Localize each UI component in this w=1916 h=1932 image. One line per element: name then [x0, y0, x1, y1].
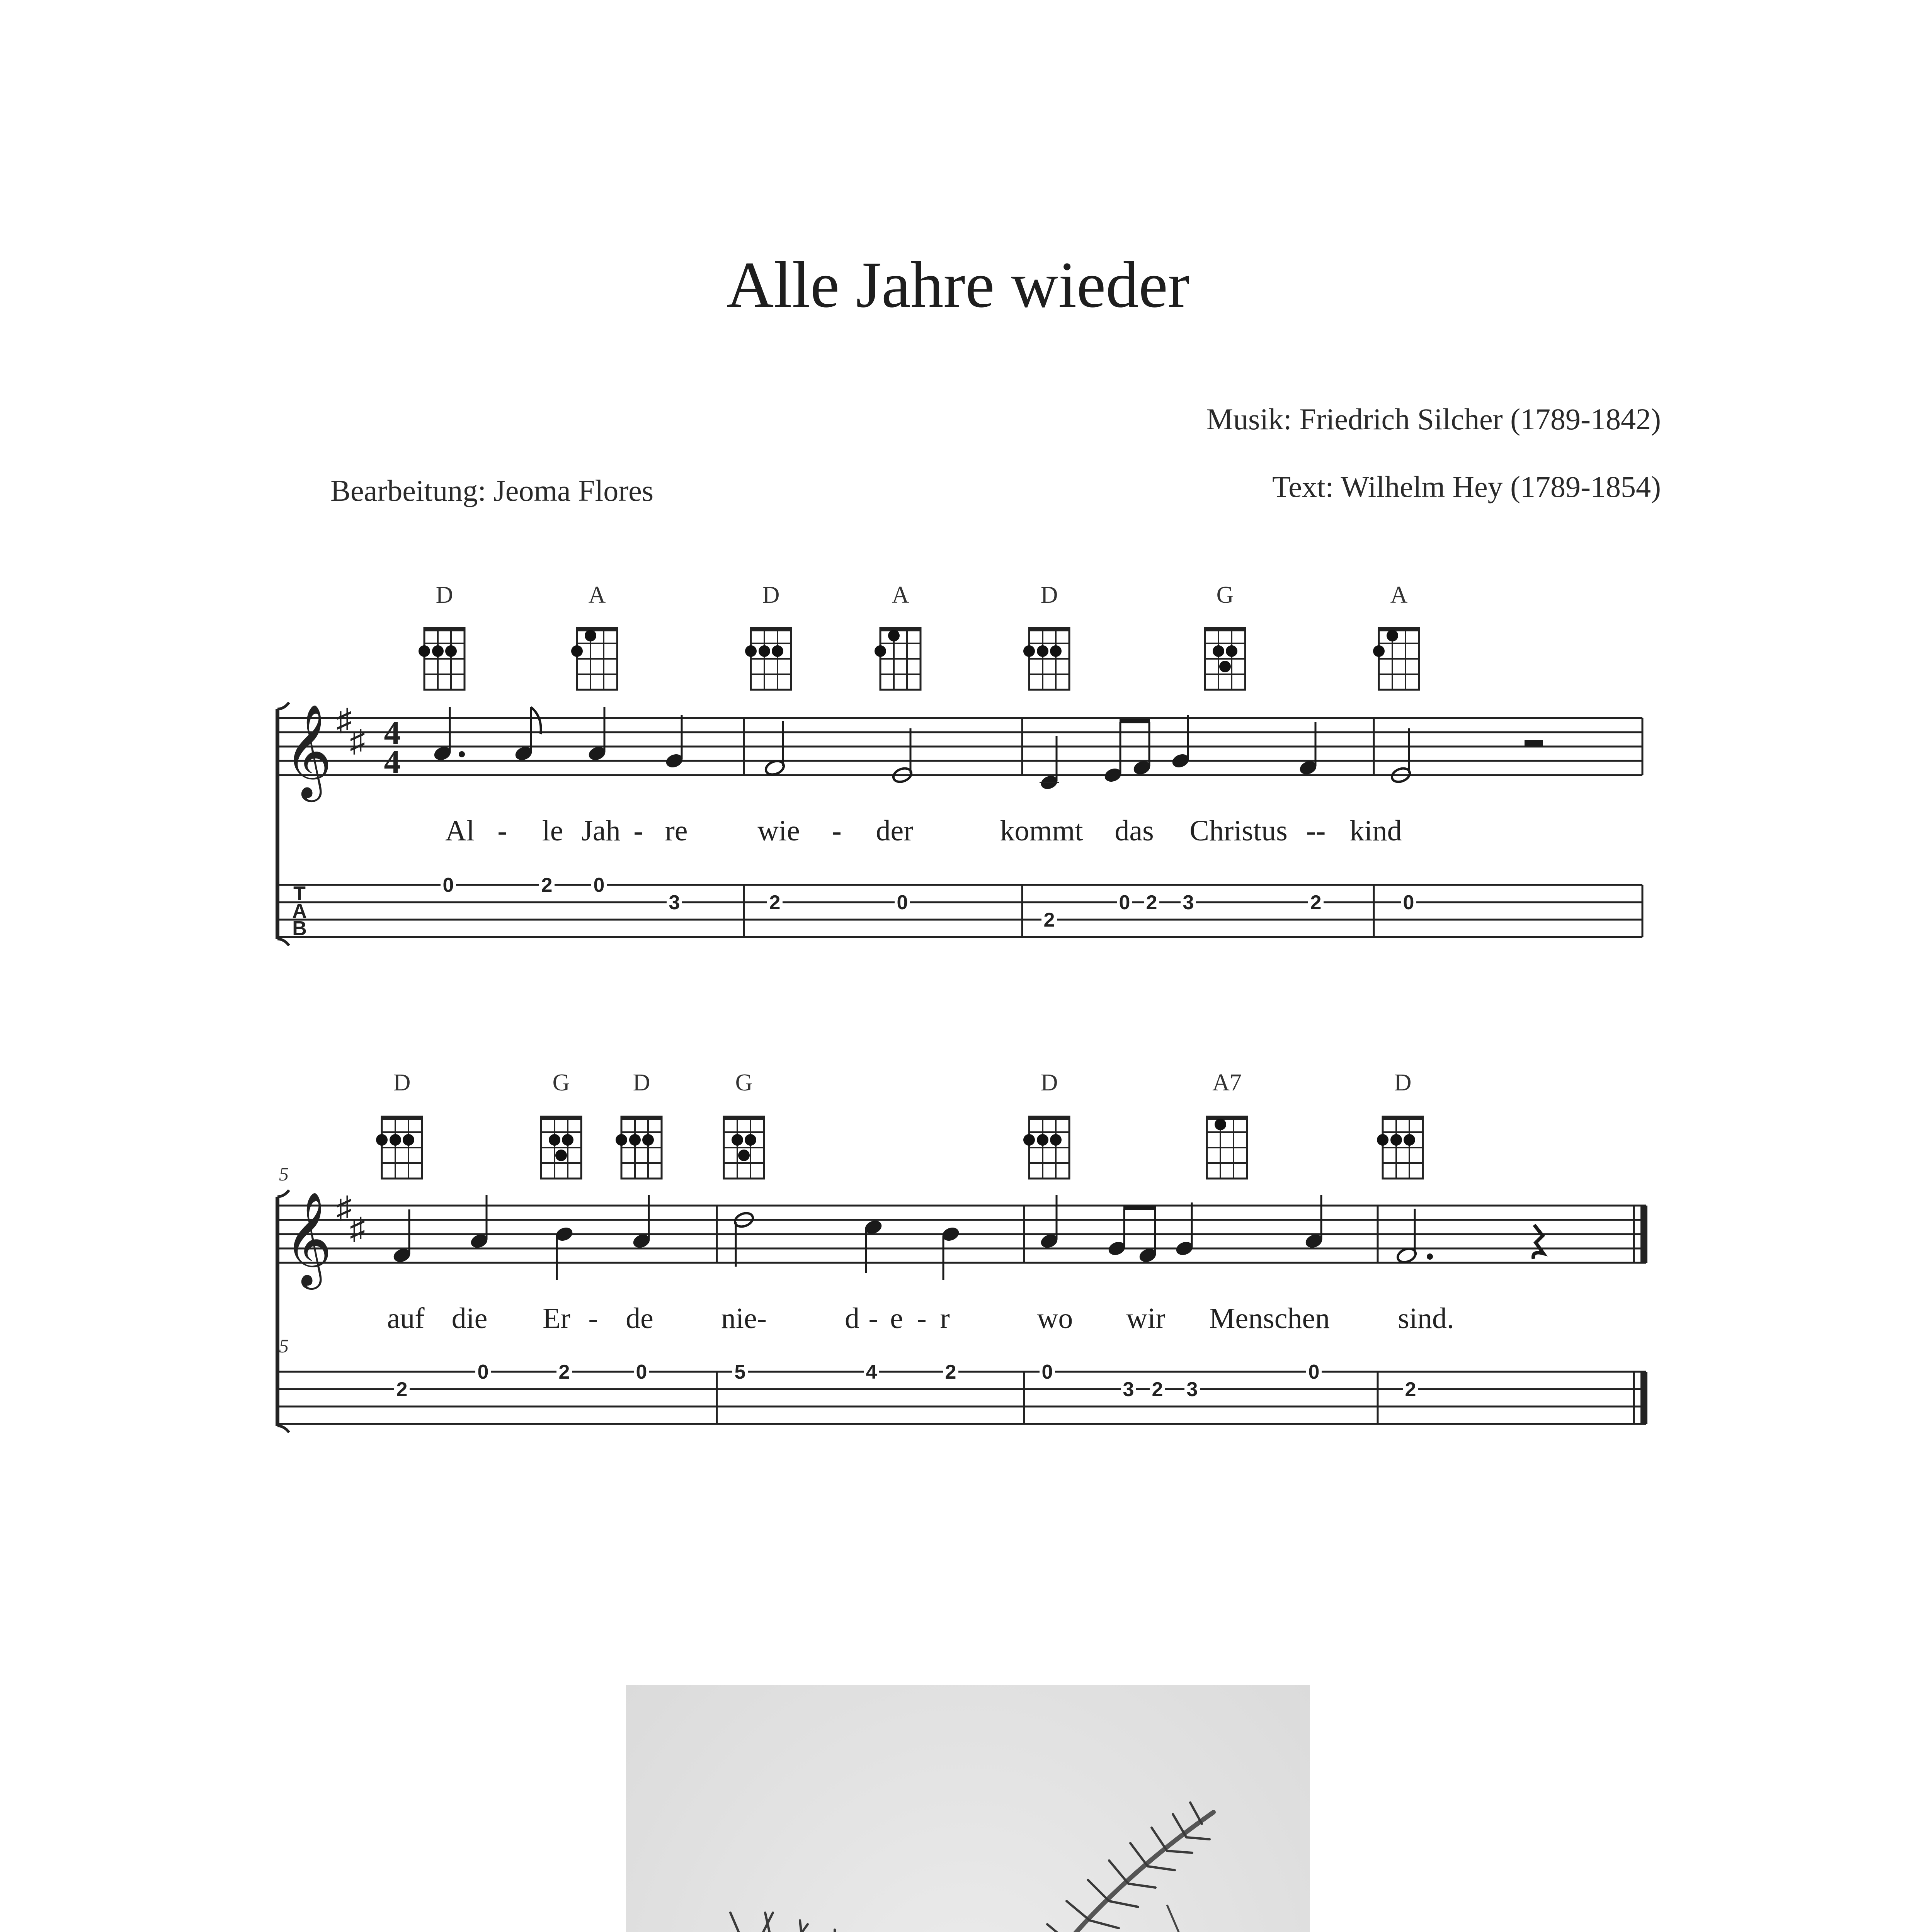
note [631, 1195, 652, 1250]
svg-text:5: 5 [734, 1361, 746, 1383]
tab-fret [1401, 891, 1416, 914]
music-staff [277, 1206, 1646, 1263]
svg-text:2: 2 [1152, 1378, 1163, 1401]
chord-name: D [762, 582, 780, 608]
svg-text:3: 3 [669, 891, 680, 914]
svg-text:0: 0 [897, 891, 908, 914]
tab-fret [1150, 1378, 1165, 1401]
svg-text:0: 0 [477, 1361, 489, 1383]
note [469, 1195, 490, 1250]
tab-fret [767, 891, 783, 914]
svg-text:0: 0 [1041, 1361, 1053, 1383]
chord-diagram-G [724, 1117, 764, 1179]
christmas-ornaments-drawing [626, 1685, 1310, 1932]
svg-text:2: 2 [1146, 891, 1157, 914]
tab-fret [732, 1360, 748, 1383]
chord-name: D [1394, 1070, 1412, 1096]
chord-diagram-D [1023, 628, 1069, 690]
chord-diagram-D [376, 1117, 422, 1179]
svg-text:2: 2 [558, 1361, 570, 1383]
chord-name: G [1216, 582, 1234, 608]
text-credit: Text: Wilhelm Hey (1789-1854) [1272, 470, 1661, 503]
svg-text:3: 3 [1183, 891, 1194, 914]
note [1304, 1195, 1324, 1250]
lyric-syllable: nie- [721, 1302, 767, 1335]
note [554, 1225, 575, 1280]
note [664, 715, 685, 770]
tab-fret [634, 1360, 649, 1383]
arrangement-credit: Bearbeitung: Jeoma Flores [330, 474, 654, 507]
final-barline [1640, 1206, 1647, 1263]
chord-name: A [588, 582, 606, 608]
chord-diagram-A [875, 628, 921, 690]
chord-name: A [1390, 582, 1408, 608]
chord-name: G [735, 1070, 753, 1096]
svg-text:0: 0 [1119, 891, 1130, 914]
tab-fret [943, 1360, 958, 1383]
time-signature: 4 [384, 714, 401, 751]
svg-text:3: 3 [1123, 1378, 1134, 1401]
lyric-syllable: wie [757, 815, 800, 847]
tab-string-label: T [293, 883, 306, 905]
tab-fret [539, 873, 555, 896]
svg-text:0: 0 [1403, 891, 1414, 914]
lyric-syllable: Jah [581, 815, 621, 847]
svg-text:3: 3 [1186, 1378, 1198, 1401]
tab-fret [591, 873, 607, 896]
music-credit: Musik: Friedrich Silcher (1789-1842) [1206, 402, 1661, 436]
note [1039, 736, 1060, 791]
half-rest-icon [1525, 740, 1543, 747]
chord-name: D [1040, 1070, 1058, 1096]
note [1103, 722, 1123, 784]
tab-fret [667, 891, 682, 914]
chord-diagram-D [1023, 1117, 1069, 1179]
lyric-syllable: Christus [1189, 815, 1288, 847]
lyric-syllable: r [940, 1302, 950, 1335]
svg-text:0: 0 [593, 874, 605, 896]
lyric-hyphen: - [588, 1302, 598, 1335]
quarter-rest-icon [1533, 1225, 1543, 1259]
tab-fret [441, 873, 456, 896]
note [1039, 1195, 1060, 1250]
note [1138, 1209, 1158, 1264]
lyric-hyphen: - [633, 815, 643, 847]
lyric-syllable: der [876, 815, 914, 847]
tab-fret [475, 1360, 491, 1383]
note [1396, 1209, 1433, 1265]
chord-diagram-D [1377, 1117, 1423, 1179]
lyric-hyphen: - [832, 815, 842, 847]
tab-fret [556, 1360, 572, 1383]
sharp-icon: ♯ [336, 703, 352, 737]
chord-diagram-A [571, 628, 617, 690]
sharp-icon: ♯ [350, 1212, 365, 1246]
note [587, 707, 607, 762]
chord-diagram-A [1373, 628, 1419, 690]
lyric-syllable: auf [387, 1302, 425, 1335]
note [514, 707, 541, 762]
lyric-syllable: de [626, 1302, 653, 1335]
final-barline [1640, 1372, 1647, 1424]
lyric-syllable: kommt [1000, 815, 1083, 847]
lyric-syllable: die [451, 1302, 488, 1335]
tab-fret [1308, 891, 1324, 914]
lyric-hyphen: -- [1306, 815, 1326, 847]
svg-text:2: 2 [396, 1378, 408, 1401]
chord-diagram-D [616, 1117, 662, 1179]
chord-name: G [552, 1070, 570, 1096]
tab-fret [1117, 891, 1132, 914]
chord-name: A7 [1212, 1070, 1242, 1096]
chord-diagram-D [745, 628, 791, 690]
measure-number: 5 [279, 1163, 289, 1185]
lyric-syllable: d [845, 1302, 859, 1335]
lyric-syllable: le [542, 815, 563, 847]
treble-clef-icon: 𝄞 [284, 707, 332, 796]
chord-diagram-G [1205, 628, 1245, 690]
tab-fret [864, 1360, 879, 1383]
lyric-syllable: sind. [1398, 1302, 1454, 1335]
tab-string-label: B [292, 917, 307, 940]
chord-name: D [393, 1070, 411, 1096]
note [1298, 722, 1319, 777]
note [863, 1218, 884, 1273]
lyric-syllable: kind [1349, 815, 1402, 847]
chord-name: A [892, 582, 909, 608]
lyric-hyphen: - [868, 1302, 878, 1335]
lyric-syllable: e [890, 1302, 903, 1335]
note [392, 1209, 412, 1264]
tab-measure-number: 5 [279, 1335, 289, 1357]
tab-fret [1181, 891, 1196, 914]
lyric-syllable: wir [1126, 1302, 1166, 1335]
svg-text:4: 4 [866, 1361, 877, 1383]
chord-name: D [1040, 582, 1058, 608]
tab-fret [1306, 1360, 1322, 1383]
music-staff [277, 718, 1642, 775]
lyric-hyphen: - [497, 815, 507, 847]
tab-fret [1121, 1378, 1136, 1401]
lyric-syllable: wo [1037, 1302, 1073, 1335]
note [1174, 1202, 1195, 1257]
chord-diagram-A7 [1207, 1117, 1247, 1179]
song-title: Alle Jahre wieder [726, 248, 1190, 321]
tab-fret [1403, 1378, 1418, 1401]
tab-fret [1144, 891, 1159, 914]
tab-fret [895, 891, 910, 914]
svg-text:2: 2 [1310, 891, 1322, 914]
svg-text:2: 2 [769, 891, 781, 914]
chord-name: D [633, 1070, 650, 1096]
tab-fret [1041, 909, 1057, 931]
treble-clef-icon: 𝄞 [284, 1194, 332, 1284]
note [432, 707, 465, 762]
svg-text:0: 0 [636, 1361, 647, 1383]
lyric-syllable: Er [543, 1302, 570, 1335]
lyric-syllable: das [1115, 815, 1154, 847]
sharp-icon: ♯ [336, 1191, 352, 1225]
chord-name: D [436, 582, 453, 608]
chord-diagram-G [541, 1117, 581, 1179]
lyric-syllable: Menschen [1209, 1302, 1330, 1335]
svg-text:2: 2 [541, 874, 553, 896]
tab-staff [277, 885, 1642, 937]
tab-fret [1184, 1378, 1200, 1401]
note [941, 1225, 961, 1280]
svg-text:0: 0 [442, 874, 454, 896]
svg-text:2: 2 [1043, 909, 1055, 931]
lyric-syllable: Al [445, 815, 475, 847]
lyric-hyphen: - [917, 1302, 927, 1335]
tab-string-label: A [292, 900, 307, 922]
lyric-syllable: re [665, 815, 688, 847]
note [764, 721, 786, 777]
svg-text:2: 2 [945, 1361, 956, 1383]
chord-diagram-D [419, 628, 465, 690]
tab-fret [1040, 1360, 1055, 1383]
sharp-icon: ♯ [350, 724, 365, 759]
tab-fret [394, 1378, 410, 1401]
note [1107, 1209, 1127, 1257]
note [1132, 722, 1152, 777]
note [1171, 715, 1191, 770]
svg-text:4: 4 [384, 743, 401, 780]
svg-text:2: 2 [1405, 1378, 1416, 1401]
svg-text:0: 0 [1308, 1361, 1320, 1383]
music-system-2 [0, 1005, 1916, 1507]
